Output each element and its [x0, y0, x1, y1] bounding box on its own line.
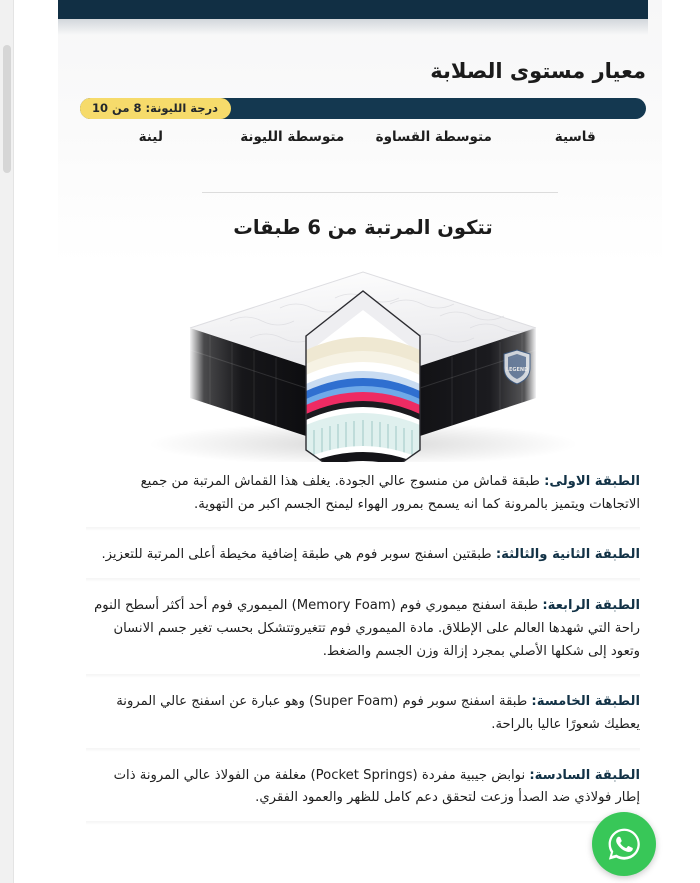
firmness-section [80, 58, 646, 145]
layer-text [86, 471, 640, 516]
scale-label-medium-soft: متوسطة الليونة [240, 129, 345, 146]
firmness-value-badge: درجة الليونة: 8 من 10 [80, 98, 231, 119]
layer-item-4 [80, 682, 646, 746]
layer-label: الطبقة السادسة: [529, 767, 640, 783]
scale-label-soft: لينة [138, 129, 163, 146]
layer-label: الطبقة الاولى: [544, 474, 640, 489]
layer-text [86, 595, 640, 663]
whatsapp-icon [604, 824, 644, 864]
layer-item-1 [80, 462, 646, 526]
layer-item-2 [80, 535, 646, 577]
scrollbar-thumb[interactable] [3, 45, 11, 173]
scale-label-medium-hard: متوسطة القساوة [375, 129, 492, 146]
page-scrollbar[interactable] [0, 0, 14, 883]
layer-body: طبقتين اسفنج سوبر فوم هي طبقة إضافية مخيطة أعلى المرتبة للتعزيز. [101, 547, 496, 563]
page-title: معيار مستوى الصلابة [430, 59, 646, 83]
layer-body: طبقة اسفنج سوبر فوم (Super Foam) وهو عبارة عن اسفنج عالي المرونة يعطيك شعورًا عاليا بالراحة. [116, 694, 640, 732]
page-canvas [58, 0, 662, 883]
layer-label: الطبقة الخامسة: [531, 694, 640, 710]
section-divider [202, 192, 558, 193]
layer-label: الطبقة الرابعة: [542, 598, 640, 614]
firmness-scale-labels [80, 129, 646, 145]
top-navy-bar [58, 0, 648, 19]
layer-label: الطبقة الثانية والثالثة: [495, 547, 640, 563]
mattress-image [80, 258, 646, 463]
right-gutter [662, 0, 700, 883]
layer-item-3 [80, 586, 646, 673]
layer-text [86, 765, 640, 810]
layer-body: نوابض جيبية مفردة (Pocket Springs) مغلفة من الفولاذ عالي المرونة ذات إطار فولاذي ضد الصدأ وزعت لتحقق دعم كامل للظهر والعمود الفقري. [113, 767, 640, 806]
layer-body: طبقة قماش من منسوج عالي الجودة. يغلف هذا القماش المرتبة من جميع الاتجاهات ويتميز بالمرونة كما انه يسمح بمرور الهواء ليمنح الجسم اكبر من التهوية. [140, 474, 640, 512]
brand-badge [504, 350, 530, 384]
mattress-illustration [80, 258, 646, 463]
svg-text:LEGEND: LEGEND [505, 367, 529, 373]
scale-label-hard: قاسية [554, 129, 596, 146]
layer-text [86, 544, 640, 567]
layer-item-5 [80, 756, 646, 820]
whatsapp-button[interactable] [592, 812, 656, 876]
firmness-scale [80, 98, 646, 120]
layer-text [86, 691, 640, 736]
top-bar-shadow [58, 19, 648, 35]
layers-list [80, 462, 646, 829]
layer-body: طبقة اسفنج ميموري فوم (Memory Foam) الميموري فوم أحد أكثر أسطح النوم راحة التي شهدها العالم على الإطلاق. مادة الميموري فوم تتغيروتتشكل بحسب تغير جسم الانسان وتعود إلى شكلها الأصلي بمجرد إزالة وزن الجسم والضغط. [94, 598, 640, 659]
layers-heading: تتكون المرتبة من 6 طبقات [233, 216, 493, 239]
